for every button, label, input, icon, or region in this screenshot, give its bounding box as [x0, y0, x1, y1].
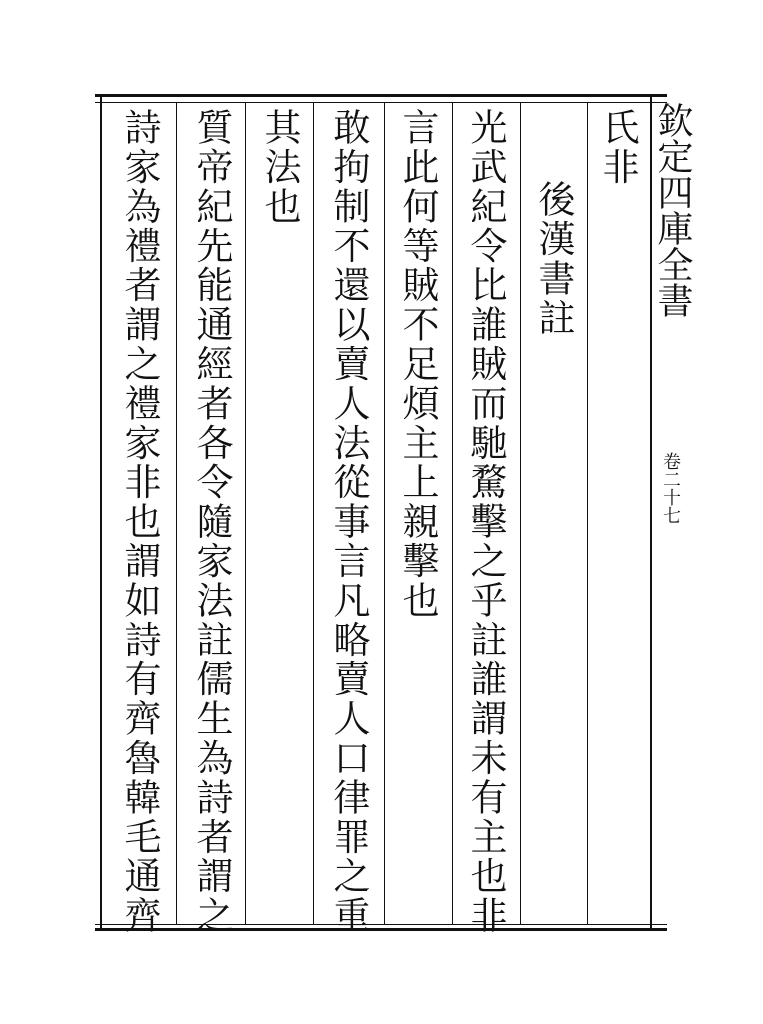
column-divider — [176, 103, 177, 924]
text-column-6: 其法也 — [258, 108, 301, 227]
book-title: 欽定四庫全書 — [652, 102, 693, 318]
column-divider — [520, 103, 521, 924]
left-border — [100, 97, 102, 929]
text-column-7: 質帝紀先能通經者各令隨家法註儒生為詩者謂之 — [190, 108, 233, 936]
text-column-2: 後漢書註 — [532, 180, 575, 338]
column-divider — [245, 103, 246, 924]
column-divider — [587, 103, 588, 924]
text-column-3: 光武紀令比誰賊而馳騖擊之乎註誰謂未有主也非 — [464, 108, 507, 936]
top-border-thin — [95, 102, 667, 103]
top-border-thick — [95, 94, 667, 97]
text-column-4: 言此何等賊不足煩主上親擊也 — [396, 108, 439, 621]
bottom-border-thin — [95, 924, 667, 925]
bottom-border-thick — [95, 928, 667, 931]
text-column-8: 詩家為禮者謂之禮家非也謂如詩有齊魯韓毛通齊 — [118, 108, 161, 936]
volume-label: 卷二十七 — [660, 452, 681, 524]
column-divider — [452, 103, 453, 924]
column-divider — [313, 103, 314, 924]
text-column-5: 敢拘制不還以賣人法從事言凡略賣人口律罪之重 — [327, 108, 370, 936]
column-divider — [384, 103, 385, 924]
text-column-1: 氏非 — [596, 108, 639, 187]
